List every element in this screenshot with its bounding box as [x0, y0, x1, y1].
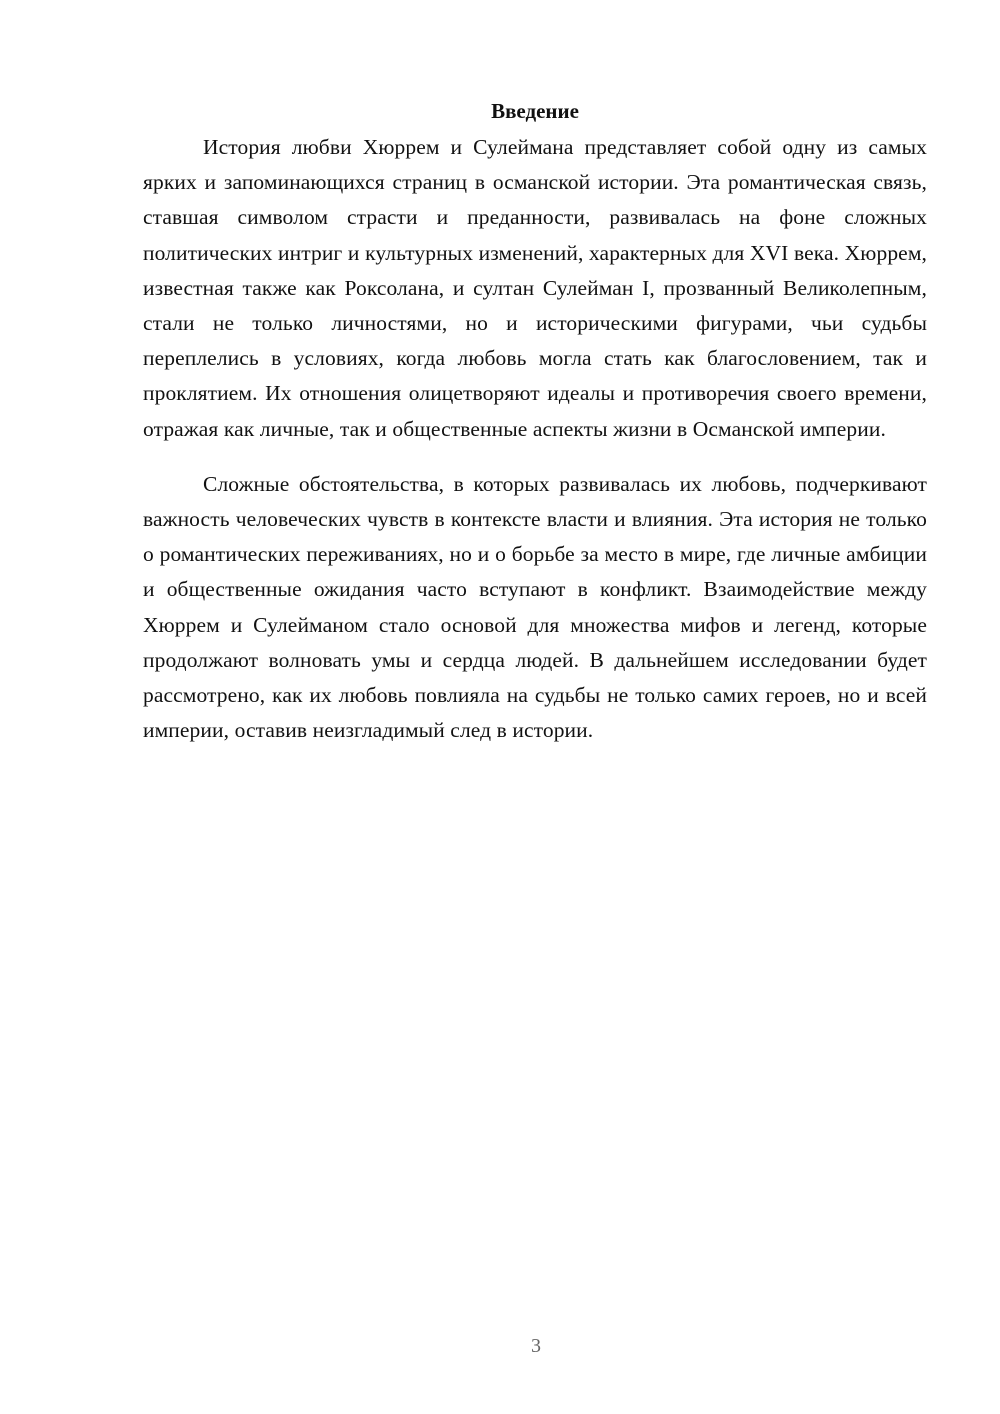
- paragraph-1: История любви Хюррем и Сулеймана представляет собой одну из самых ярких и запоминающихся страниц в османской истории. Эта романтическая связь, ставшая символом страсти и преданности, развивалась на фоне сложных политических интриг и культурных изменений, характерных для XVI века. Хюррем, известная также как Роксолана, и султан Сулейман I, прозванный Великолепным, стали не только личностями, но и историческими фигурами, чьи судьбы переплелись в условиях, когда любовь могла стать как благословением, так и проклятием. Их отношения олицетворяют идеалы и противоречия своего времени, отражая как личные, так и общественные аспекты жизни в Османской империи.: [143, 135, 927, 441]
- paragraph-2: Сложные обстоятельства, в которых развивалась их любовь, подчеркивают важность человеческих чувств в контексте власти и влияния. Эта история не только о романтических переживаниях, но и о борьбе за место в мире, где личные амбиции и общественные ожидания часто вступают в конфликт. Взаимодействие между Хюррем и Сулейманом стало основой для множества мифов и легенд, которые продолжают волновать умы и сердца людей. В дальнейшем исследовании будет рассмотрено, как их любовь повлияла на судьбы не только самих героев, но и всей империи, оставив неизгладимый след в истории.: [143, 471, 927, 743]
- section-heading: Введение: [491, 99, 579, 123]
- page-content: [143, 96, 927, 748]
- page-number: 3: [531, 1335, 541, 1357]
